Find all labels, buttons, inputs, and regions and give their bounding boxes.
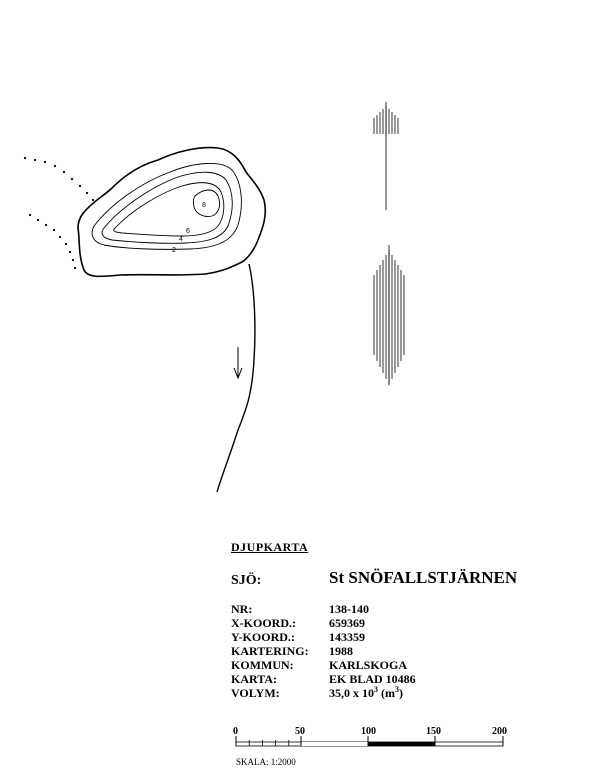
volume-row bbox=[231, 686, 416, 700]
flow-arrow-icon bbox=[234, 347, 242, 378]
volume-exponent: 3 bbox=[374, 685, 378, 694]
scale-tick-50: 50 bbox=[295, 726, 305, 737]
field-row bbox=[231, 672, 416, 686]
field-row bbox=[231, 658, 416, 672]
field-row bbox=[231, 602, 416, 616]
lake-label: SJÖ: bbox=[231, 573, 262, 588]
scale-tick-100: 100 bbox=[361, 726, 376, 737]
map-heading: DJUPKARTA bbox=[231, 540, 309, 554]
field-row bbox=[231, 644, 416, 658]
volume-value bbox=[329, 686, 403, 700]
lake-name: St SNÖFALLSTJÄRNEN bbox=[329, 568, 518, 587]
scale-tick-200: 200 bbox=[492, 726, 507, 737]
field-value: 659369 bbox=[329, 616, 365, 630]
field-value: KARLSKOGA bbox=[329, 658, 408, 672]
field-key: KARTA: bbox=[231, 672, 278, 686]
field-key: NR: bbox=[231, 602, 253, 616]
field-value: 143359 bbox=[329, 630, 365, 644]
depth-labels bbox=[172, 202, 206, 254]
field-key: KOMMUN: bbox=[231, 658, 294, 672]
field-value: EK BLAD 10486 bbox=[329, 672, 416, 686]
field-key: KARTERING: bbox=[231, 644, 309, 658]
contour-8 bbox=[193, 190, 219, 217]
depth-label-6: 6 bbox=[186, 228, 190, 235]
scale-tick-0: 0 bbox=[233, 726, 238, 737]
outflow-stream bbox=[217, 264, 255, 492]
contour-6 bbox=[114, 183, 224, 236]
field-list bbox=[231, 602, 416, 700]
scale-tick-150: 150 bbox=[426, 726, 441, 737]
field-key: Y-KOORD.: bbox=[231, 630, 295, 644]
north-arrow-icon bbox=[374, 102, 404, 385]
depth-label-2: 2 bbox=[172, 247, 176, 254]
depth-label-8: 8 bbox=[202, 202, 206, 209]
depth-contours bbox=[92, 163, 241, 249]
scale-bar bbox=[228, 722, 518, 776]
volume-prefix: 35,0 x 10 bbox=[329, 686, 374, 700]
volume-unit-open: (m bbox=[378, 686, 395, 700]
field-row bbox=[231, 616, 416, 630]
depth-label-4: 4 bbox=[179, 236, 183, 243]
volume-unit-exponent: 3 bbox=[395, 685, 399, 694]
field-value: 138-140 bbox=[329, 602, 369, 616]
scale-bar-graphic bbox=[236, 736, 503, 746]
field-row bbox=[231, 630, 416, 644]
volume-key: VOLYM: bbox=[231, 686, 280, 700]
field-value: 1988 bbox=[329, 644, 353, 658]
field-key: X-KOORD.: bbox=[231, 616, 296, 630]
volume-unit-close: ) bbox=[399, 686, 403, 700]
scale-label: SKALA: 1:2000 bbox=[236, 757, 296, 767]
